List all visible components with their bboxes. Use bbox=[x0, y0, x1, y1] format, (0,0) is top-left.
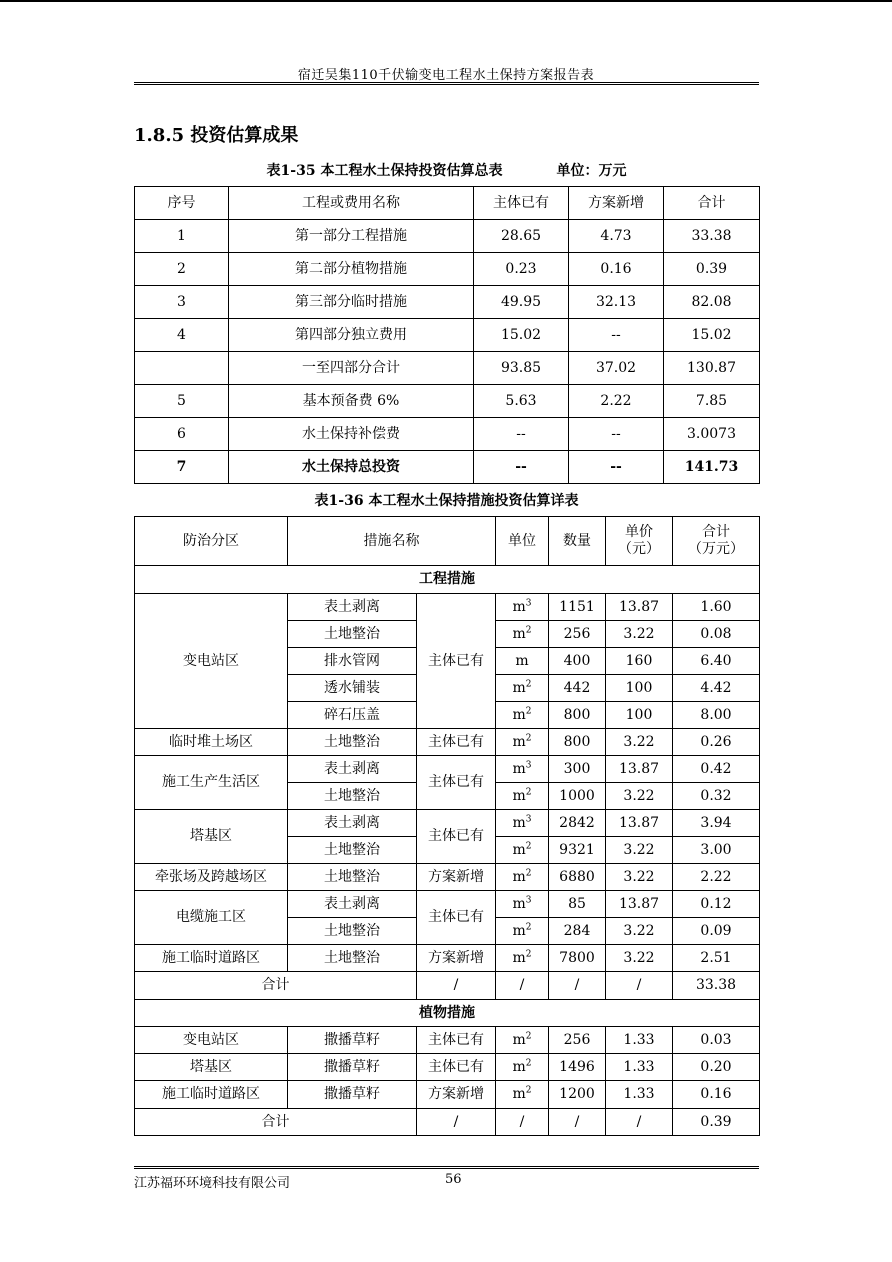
total-cell: 3.94 bbox=[673, 810, 760, 837]
source-cell: 方案新增 bbox=[417, 864, 496, 891]
header-cell: 数量 bbox=[549, 517, 606, 566]
header-line: 单价 bbox=[625, 524, 653, 540]
header-cell: 防治分区 bbox=[135, 517, 288, 566]
measure-cell: 表土剥离 bbox=[288, 594, 417, 621]
unit-base: m bbox=[512, 1031, 526, 1048]
page-header: 宿迁吴集110千伏输变电工程水土保持方案报告表 bbox=[297, 68, 595, 83]
table-row bbox=[135, 253, 760, 286]
cell: -- bbox=[474, 418, 569, 451]
price-cell: 1.33 bbox=[606, 1054, 673, 1081]
cell: 32.13 bbox=[569, 286, 664, 319]
table-row bbox=[135, 864, 760, 891]
price-cell: 3.22 bbox=[606, 918, 673, 945]
unit-power: 3 bbox=[525, 597, 532, 608]
total-cell: 0.26 bbox=[673, 729, 760, 756]
detail-table bbox=[134, 516, 760, 1136]
cell: 130.87 bbox=[664, 352, 760, 385]
table-35-caption bbox=[134, 160, 759, 180]
unit-base: m bbox=[512, 949, 526, 966]
footer-rule bbox=[134, 1166, 759, 1169]
footer-company: 江苏福环环境科技有限公司 bbox=[134, 1176, 291, 1191]
zone-cell: 施工临时道路区 bbox=[135, 945, 288, 972]
total-cell: 0.32 bbox=[673, 783, 760, 810]
unit-base: m bbox=[512, 922, 526, 939]
total-cell: 2.51 bbox=[673, 945, 760, 972]
unit-power: 2 bbox=[525, 786, 532, 797]
zone-cell: 变电站区 bbox=[135, 1027, 288, 1054]
price-cell: 3.22 bbox=[606, 837, 673, 864]
cell: 水土保持总投资 bbox=[229, 451, 474, 484]
unit-cell bbox=[496, 702, 549, 729]
cell: / bbox=[496, 1109, 549, 1136]
table-row bbox=[135, 286, 760, 319]
unit-power: 2 bbox=[525, 678, 532, 689]
unit-power: 2 bbox=[525, 921, 532, 932]
measure-cell: 透水铺装 bbox=[288, 675, 417, 702]
unit-base: m bbox=[515, 652, 529, 669]
measure-cell: 土地整治 bbox=[288, 864, 417, 891]
source-cell: 主体已有 bbox=[417, 729, 496, 756]
measure-cell: 撒播草籽 bbox=[288, 1027, 417, 1054]
category-title: 工程措施 bbox=[135, 566, 760, 594]
unit-cell bbox=[496, 621, 549, 648]
zone-cell: 牵张场及跨越场区 bbox=[135, 864, 288, 891]
section-heading: 1.8.5 投资估算成果 bbox=[134, 125, 299, 146]
cell: 6 bbox=[135, 418, 229, 451]
table-35-unit: 单位：万元 bbox=[556, 163, 627, 179]
qty-cell: 400 bbox=[549, 648, 606, 675]
total-cell: 0.08 bbox=[673, 621, 760, 648]
total-cell: 0.16 bbox=[673, 1081, 760, 1109]
table-row bbox=[135, 594, 760, 621]
unit-base: m bbox=[512, 841, 526, 858]
source-cell: 方案新增 bbox=[417, 1081, 496, 1109]
cell: 37.02 bbox=[569, 352, 664, 385]
source-cell: 主体已有 bbox=[417, 1054, 496, 1081]
cell: 4 bbox=[135, 319, 229, 352]
price-cell: 13.87 bbox=[606, 810, 673, 837]
subtotal-value: 0.39 bbox=[673, 1109, 760, 1136]
price-cell: 13.87 bbox=[606, 891, 673, 918]
unit-power: 2 bbox=[525, 732, 532, 743]
cell: 15.02 bbox=[664, 319, 760, 352]
price-cell: 13.87 bbox=[606, 594, 673, 621]
unit-cell bbox=[496, 594, 549, 621]
cell: 5 bbox=[135, 385, 229, 418]
unit-cell bbox=[496, 675, 549, 702]
qty-cell: 800 bbox=[549, 702, 606, 729]
unit-base: m bbox=[512, 1058, 526, 1075]
unit-cell bbox=[496, 729, 549, 756]
price-cell: 3.22 bbox=[606, 945, 673, 972]
qty-cell: 6880 bbox=[549, 864, 606, 891]
cell: 82.08 bbox=[664, 286, 760, 319]
zone-cell: 电缆施工区 bbox=[135, 891, 288, 945]
total-cell: 2.22 bbox=[673, 864, 760, 891]
price-cell: 100 bbox=[606, 702, 673, 729]
zone-cell: 施工生产生活区 bbox=[135, 756, 288, 810]
qty-cell: 256 bbox=[549, 1027, 606, 1054]
total-cell: 0.12 bbox=[673, 891, 760, 918]
unit-cell bbox=[496, 756, 549, 783]
cell: 7.85 bbox=[664, 385, 760, 418]
unit-base: m bbox=[512, 787, 526, 804]
category-row bbox=[135, 566, 760, 594]
source-cell: 主体已有 bbox=[417, 756, 496, 810]
cell: 4.73 bbox=[569, 220, 664, 253]
cell: 0.16 bbox=[569, 253, 664, 286]
price-cell: 100 bbox=[606, 675, 673, 702]
price-cell: 3.22 bbox=[606, 729, 673, 756]
unit-base: m bbox=[512, 598, 526, 615]
measure-cell: 撒播草籽 bbox=[288, 1081, 417, 1109]
measure-cell: 土地整治 bbox=[288, 918, 417, 945]
price-cell: 1.33 bbox=[606, 1081, 673, 1109]
unit-cell bbox=[496, 1054, 549, 1081]
total-cell: 0.09 bbox=[673, 918, 760, 945]
header-cell: 工程或费用名称 bbox=[229, 187, 474, 220]
cell: -- bbox=[474, 451, 569, 484]
subtotal-value: 33.38 bbox=[673, 972, 760, 1000]
unit-power: 2 bbox=[525, 948, 532, 959]
qty-cell: 2842 bbox=[549, 810, 606, 837]
unit-cell bbox=[496, 810, 549, 837]
page-number: 56 bbox=[445, 1172, 462, 1187]
top-border bbox=[0, 0, 892, 2]
header-cell bbox=[606, 517, 673, 566]
header-cell bbox=[673, 517, 760, 566]
qty-cell: 7800 bbox=[549, 945, 606, 972]
unit-base: m bbox=[512, 733, 526, 750]
total-cell: 6.40 bbox=[673, 648, 760, 675]
cell: 0.39 bbox=[664, 253, 760, 286]
table-row bbox=[135, 945, 760, 972]
qty-cell: 442 bbox=[549, 675, 606, 702]
table-row bbox=[135, 1081, 760, 1109]
zone-cell: 变电站区 bbox=[135, 594, 288, 729]
table-row bbox=[135, 1027, 760, 1054]
total-cell: 0.20 bbox=[673, 1054, 760, 1081]
table-row bbox=[135, 385, 760, 418]
measure-cell: 土地整治 bbox=[288, 783, 417, 810]
measure-cell: 表土剥离 bbox=[288, 891, 417, 918]
subtotal-row bbox=[135, 1109, 760, 1136]
cell: / bbox=[549, 1109, 606, 1136]
unit-power: 2 bbox=[525, 1030, 532, 1041]
header-cell: 合计 bbox=[664, 187, 760, 220]
cell: / bbox=[417, 972, 496, 1000]
unit-base: m bbox=[512, 814, 526, 831]
zone-cell: 临时堆土场区 bbox=[135, 729, 288, 756]
cell: 一至四部分合计 bbox=[229, 352, 474, 385]
cell: 第一部分工程措施 bbox=[229, 220, 474, 253]
table-total-row bbox=[135, 451, 760, 484]
source-cell: 主体已有 bbox=[417, 1027, 496, 1054]
table-row bbox=[135, 319, 760, 352]
header-cell: 方案新增 bbox=[569, 187, 664, 220]
measure-cell: 表土剥离 bbox=[288, 810, 417, 837]
cell: / bbox=[417, 1109, 496, 1136]
cell: 28.65 bbox=[474, 220, 569, 253]
zone-cell: 塔基区 bbox=[135, 810, 288, 864]
unit-power: 2 bbox=[525, 624, 532, 635]
unit-power: 2 bbox=[525, 867, 532, 878]
header-line: （元） bbox=[618, 541, 660, 557]
cell: 141.73 bbox=[664, 451, 760, 484]
table-row bbox=[135, 729, 760, 756]
cell: 3 bbox=[135, 286, 229, 319]
subtotal-label: 合计 bbox=[135, 972, 417, 1000]
unit-base: m bbox=[512, 868, 526, 885]
qty-cell: 256 bbox=[549, 621, 606, 648]
qty-cell: 1200 bbox=[549, 1081, 606, 1109]
unit-cell bbox=[496, 648, 549, 675]
unit-cell bbox=[496, 864, 549, 891]
source-cell: 主体已有 bbox=[417, 810, 496, 864]
cell: 49.95 bbox=[474, 286, 569, 319]
price-cell: 13.87 bbox=[606, 756, 673, 783]
header-cell: 单位 bbox=[496, 517, 549, 566]
cell: 第三部分临时措施 bbox=[229, 286, 474, 319]
table-header-row bbox=[135, 187, 760, 220]
price-cell: 160 bbox=[606, 648, 673, 675]
unit-cell bbox=[496, 918, 549, 945]
header-cell: 措施名称 bbox=[288, 517, 496, 566]
qty-cell: 284 bbox=[549, 918, 606, 945]
price-cell: 1.33 bbox=[606, 1027, 673, 1054]
unit-power: 3 bbox=[525, 759, 532, 770]
qty-cell: 1000 bbox=[549, 783, 606, 810]
cell: 15.02 bbox=[474, 319, 569, 352]
cell: 7 bbox=[135, 451, 229, 484]
unit-power: 3 bbox=[525, 894, 532, 905]
total-cell: 1.60 bbox=[673, 594, 760, 621]
table-row bbox=[135, 891, 760, 918]
source-cell: 主体已有 bbox=[417, 891, 496, 945]
unit-power: 2 bbox=[525, 840, 532, 851]
measure-cell: 撒播草籽 bbox=[288, 1054, 417, 1081]
unit-power: 2 bbox=[525, 1057, 532, 1068]
table-36-caption: 表1-36 本工程水土保持措施投资估算详表 bbox=[314, 493, 579, 509]
table-row bbox=[135, 756, 760, 783]
measure-cell: 土地整治 bbox=[288, 945, 417, 972]
price-cell: 3.22 bbox=[606, 783, 673, 810]
unit-base: m bbox=[512, 679, 526, 696]
cell: -- bbox=[569, 319, 664, 352]
qty-cell: 800 bbox=[549, 729, 606, 756]
table-row bbox=[135, 352, 760, 385]
table-header-row bbox=[135, 517, 760, 566]
total-cell: 3.00 bbox=[673, 837, 760, 864]
price-cell: 3.22 bbox=[606, 621, 673, 648]
cell: 33.38 bbox=[664, 220, 760, 253]
cell: 2 bbox=[135, 253, 229, 286]
header-line: 合计 bbox=[702, 524, 730, 540]
source-cell: 方案新增 bbox=[417, 945, 496, 972]
qty-cell: 9321 bbox=[549, 837, 606, 864]
measure-cell: 排水管网 bbox=[288, 648, 417, 675]
measure-cell: 土地整治 bbox=[288, 729, 417, 756]
cell: 0.23 bbox=[474, 253, 569, 286]
table-row bbox=[135, 810, 760, 837]
cell bbox=[135, 352, 229, 385]
zone-cell: 施工临时道路区 bbox=[135, 1081, 288, 1109]
unit-power: 2 bbox=[525, 705, 532, 716]
measure-cell: 表土剥离 bbox=[288, 756, 417, 783]
unit-cell bbox=[496, 837, 549, 864]
total-cell: 8.00 bbox=[673, 702, 760, 729]
cell: / bbox=[606, 1109, 673, 1136]
total-cell: 0.03 bbox=[673, 1027, 760, 1054]
cell: / bbox=[606, 972, 673, 1000]
price-cell: 3.22 bbox=[606, 864, 673, 891]
summary-table bbox=[134, 186, 760, 484]
cell: 第四部分独立费用 bbox=[229, 319, 474, 352]
qty-cell: 300 bbox=[549, 756, 606, 783]
table-row bbox=[135, 1054, 760, 1081]
cell: 93.85 bbox=[474, 352, 569, 385]
cell: 水土保持补偿费 bbox=[229, 418, 474, 451]
unit-base: m bbox=[512, 895, 526, 912]
unit-power: 2 bbox=[525, 1085, 532, 1096]
subtotal-row bbox=[135, 972, 760, 1000]
cell: 3.0073 bbox=[664, 418, 760, 451]
qty-cell: 85 bbox=[549, 891, 606, 918]
unit-cell bbox=[496, 1081, 549, 1109]
measure-cell: 土地整治 bbox=[288, 837, 417, 864]
cell: 第二部分植物措施 bbox=[229, 253, 474, 286]
cell: -- bbox=[569, 451, 664, 484]
cell: / bbox=[549, 972, 606, 1000]
table-row bbox=[135, 220, 760, 253]
category-row bbox=[135, 1000, 760, 1027]
qty-cell: 1151 bbox=[549, 594, 606, 621]
cell: 5.63 bbox=[474, 385, 569, 418]
unit-base: m bbox=[512, 1086, 526, 1102]
unit-cell bbox=[496, 891, 549, 918]
category-title: 植物措施 bbox=[135, 1000, 760, 1027]
unit-cell bbox=[496, 1027, 549, 1054]
unit-cell bbox=[496, 945, 549, 972]
unit-power: 3 bbox=[525, 813, 532, 824]
table-row bbox=[135, 418, 760, 451]
header-line: （万元） bbox=[688, 541, 744, 557]
header-cell: 序号 bbox=[135, 187, 229, 220]
measure-cell: 土地整治 bbox=[288, 621, 417, 648]
source-cell: 主体已有 bbox=[417, 594, 496, 729]
zone-cell: 塔基区 bbox=[135, 1054, 288, 1081]
measure-cell: 碎石压盖 bbox=[288, 702, 417, 729]
unit-base: m bbox=[512, 760, 526, 777]
unit-base: m bbox=[512, 706, 526, 723]
unit-base: m bbox=[512, 625, 526, 642]
cell: 基本预备费 6% bbox=[229, 385, 474, 418]
table-35-title: 表1-35 本工程水土保持投资估算总表 bbox=[266, 163, 503, 179]
cell: / bbox=[496, 972, 549, 1000]
subtotal-label: 合计 bbox=[135, 1109, 417, 1136]
cell: -- bbox=[569, 418, 664, 451]
header-cell: 主体已有 bbox=[474, 187, 569, 220]
total-cell: 4.42 bbox=[673, 675, 760, 702]
cell: 1 bbox=[135, 220, 229, 253]
unit-cell bbox=[496, 783, 549, 810]
qty-cell: 1496 bbox=[549, 1054, 606, 1081]
header-rule bbox=[134, 82, 759, 85]
cell: 2.22 bbox=[569, 385, 664, 418]
total-cell: 0.42 bbox=[673, 756, 760, 783]
